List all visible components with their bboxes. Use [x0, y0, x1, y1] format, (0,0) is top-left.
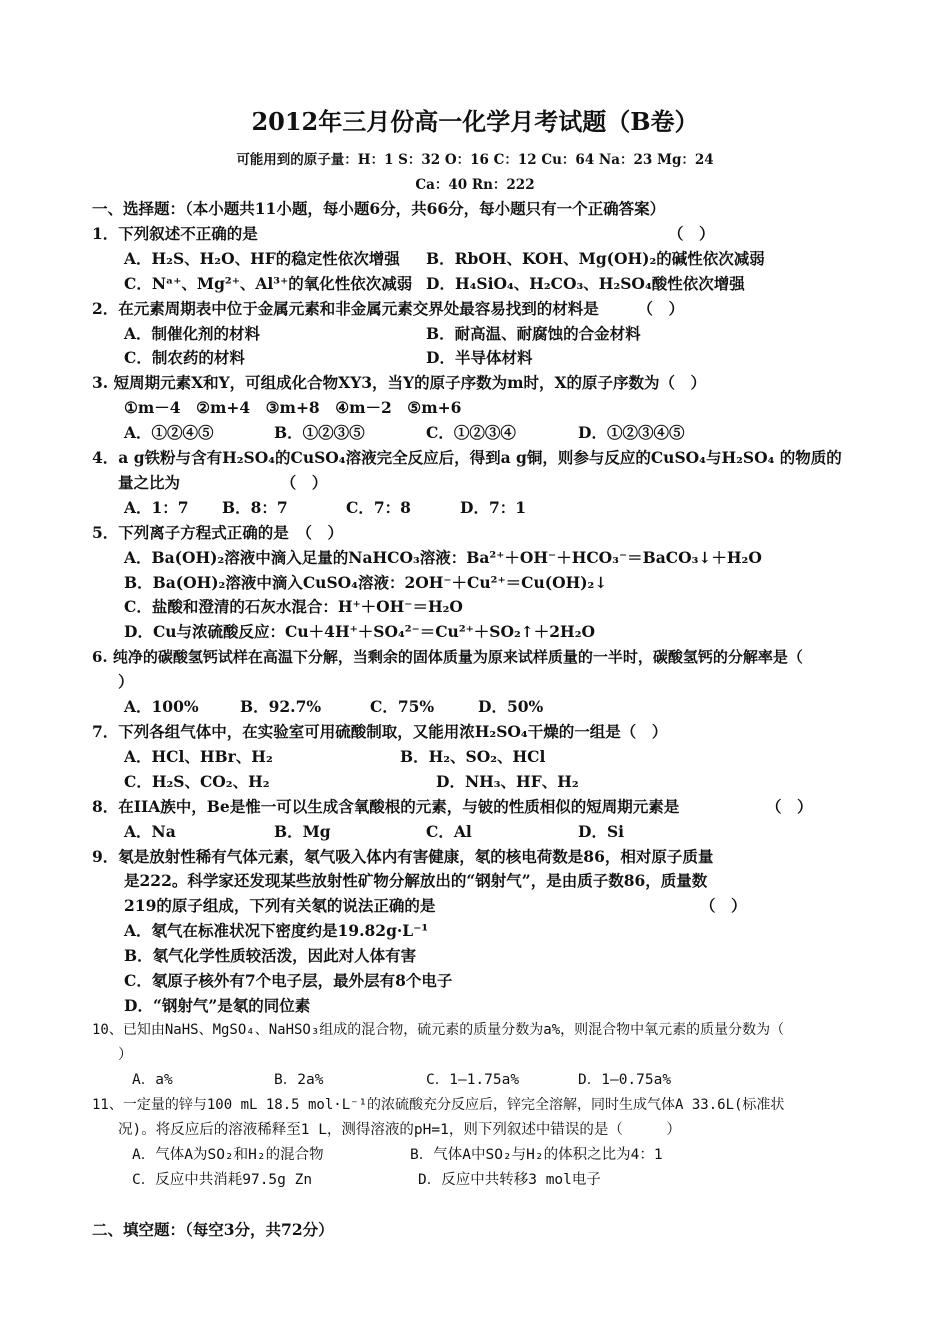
question-2-stem: 2．在元素周期表中位于金属元素和非金属元素交界处最容易找到的材料是 （ ） — [92, 299, 685, 318]
question-2-option-b: B．耐高温、耐腐蚀的合金材料 — [426, 324, 641, 343]
question-3-option-b: B．①②③⑤ — [274, 423, 365, 442]
section-1-heading: 一、选择题：（本小题共11小题，每小题6分，共66分，每小题只有一个正确答案） — [92, 199, 666, 218]
question-3-option-a: A．①②④⑤ — [124, 423, 214, 442]
question-1-option-c: C．Nᵃ⁺、Mg²⁺、Al³⁺的氧化性依次减弱 — [124, 274, 413, 293]
question-11-stem: 11、一定量的锌与100 mL 18.5 mol·L⁻¹的浓硫酸充分反应后，锌完全溶解，同时生成气体A 33.6L(标准状 — [92, 1097, 785, 1113]
question-11-option-c: C．反应中共消耗97.5g Zn — [132, 1172, 313, 1188]
atomic-masses-line-2: Ca：40 Rn：222 — [415, 177, 535, 193]
question-3-stem: 3. 短周期元素X和Y，可组成化合物XY3，当Y的原子序数为m时，X的原子序数为（ ） — [92, 373, 707, 392]
question-10-option-d: D．1—0.75a% — [578, 1072, 672, 1088]
question-6-stem: 6. 纯净的碳酸氢钙试样在高温下分解，当剩余的固体质量为原来试样质量的一半时，碳酸氢钙的分解率是（ — [92, 648, 803, 666]
question-8-option-c: C．Al — [426, 822, 472, 841]
question-3-option-c: C．①②③④ — [426, 423, 516, 442]
question-7-option-a: A．HCl、HBr、H₂ — [124, 747, 273, 766]
question-1-option-a: A．H₂S、H₂O、HF的稳定性依次增强 — [124, 249, 400, 268]
question-9-stem: 9．氡是放射性稀有气体元素，氡气吸入体内有害健康，氡的核电荷数是86，相对原子质量 — [92, 847, 714, 866]
question-7-option-d: D．NH₃、HF、H₂ — [436, 772, 579, 791]
question-6-stem-cont: ） — [118, 672, 134, 691]
question-4-stem: 4．a g铁粉与含有H₂SO₄的CuSO₄溶液完全反应后，得到a g铜，则参与反应的CuSO₄与H₂SO₄ 的物质的 — [92, 448, 842, 467]
question-4-option-c: C．7：8 — [346, 498, 411, 517]
question-1-answer-paren: （ ） — [668, 224, 715, 243]
question-2-option-a: A．制催化剂的材料 — [124, 324, 261, 343]
question-9-option-c: C．氡原子核外有7个电子层，最外层有8个电子 — [124, 971, 453, 990]
question-9-stem-cont: 是222。科学家还发现某些放射性矿物分解放出的“钢射气”，是由质子数86，质量数 — [124, 871, 708, 890]
question-10-stem-cont: ） — [118, 1047, 133, 1063]
question-1-stem: 1．下列叙述不正确的是 — [92, 224, 258, 243]
question-2-option-d: D．半导体材料 — [426, 348, 533, 367]
question-8-stem: 8．在IIA族中，Be是惟一可以生成含氧酸根的元素，与铍的性质相似的短周期元素是 — [92, 797, 680, 816]
question-6-option-d: D．50% — [478, 697, 544, 716]
question-5-option-c: C．盐酸和澄清的石灰水混合：H⁺＋OH⁻＝H₂O — [124, 597, 463, 616]
question-9-option-b: B．氡气化学性质较活泼，因此对人体有害 — [124, 946, 417, 965]
question-4-option-b: B．8：7 — [222, 498, 288, 517]
question-8-option-d: D．Si — [578, 822, 625, 841]
question-4-option-d: D．7：1 — [460, 498, 527, 517]
section-2-heading: 二、填空题：（每空3分，共72分） — [92, 1220, 334, 1239]
question-7-option-b: B．H₂、SO₂、HCl — [400, 747, 546, 766]
question-11-option-a: A．气体A为SO₂和H₂的混合物 — [132, 1147, 324, 1163]
question-10-option-b: B．2a% — [274, 1072, 324, 1088]
question-9-answer-paren: （ ） — [700, 896, 747, 915]
question-10-option-c: C．1—1.75a% — [426, 1072, 520, 1088]
question-3-choices: ①m－4 ②m+4 ③m+8 ④m－2 ⑤m+6 — [124, 398, 462, 417]
question-2-option-c: C．制农药的材料 — [124, 348, 245, 367]
question-1-option-b: B．RbOH、KOH、Mg(OH)₂的碱性依次减弱 — [426, 249, 765, 268]
question-9-option-d: D．“钢射气”是氡的同位素 — [124, 996, 311, 1015]
question-3-option-d: D．①②③④⑤ — [578, 423, 685, 442]
question-4-stem-cont: 量之比为 （ ） — [118, 473, 328, 492]
question-11-option-b: B．气体A中SO₂与H₂的体积之比为4：1 — [410, 1147, 663, 1163]
question-9-stem-cont-2: 219的原子组成，下列有关氡的说法正确的是 — [124, 896, 436, 915]
question-6-option-b: B．92.7% — [240, 697, 322, 716]
question-9-option-a: A．氡气在标准状况下密度约是19.82g·L⁻¹ — [124, 921, 429, 940]
question-8-option-a: A．Na — [124, 822, 176, 841]
question-6-option-a: A．100% — [124, 697, 199, 716]
question-4-option-a: A．1：7 — [124, 498, 189, 517]
question-6-option-c: C．75% — [370, 697, 435, 716]
question-7-option-c: C．H₂S、CO₂、H₂ — [124, 772, 270, 791]
question-5-option-d: D．Cu与浓硫酸反应：Cu＋4H⁺＋SO₄²⁻＝Cu²⁺＋SO₂↑＋2H₂O — [124, 622, 595, 641]
question-8-answer-paren: （ ） — [766, 797, 813, 816]
question-5-stem: 5．下列离子方程式正确的是 （ ） — [92, 523, 344, 542]
question-10-stem: 10、已知由NaHS、MgSO₄、NaHSO₃组成的混合物，硫元素的质量分数为a%，则混合物中氧元素的质量分数为（ — [92, 1022, 785, 1038]
question-11-option-d: D．反应中共转移3 mol电子 — [418, 1172, 601, 1188]
page-title: 2012年三月份高一化学月考试题（B卷） — [251, 107, 699, 136]
question-5-option-b: B．Ba(OH)₂溶液中滴入CuSO₄溶液：2OH⁻＋Cu²⁺＝Cu(OH)₂↓ — [124, 573, 608, 592]
question-7-stem: 7．下列各组气体中，在实验室可用硫酸制取，又能用浓H₂SO₄干燥的一组是（ ） — [92, 722, 668, 741]
atomic-masses-line-1: 可能用到的原子量：H：1 S：32 O：16 C：12 Cu：64 Na：23 Mg：24 — [236, 152, 714, 168]
question-8-option-b: B．Mg — [274, 822, 331, 841]
question-11-stem-cont: 况)。将反应后的溶液稀释至1 L，测得溶液的pH=1，则下列叙述中错误的是（ ） — [118, 1122, 681, 1138]
question-1-option-d: D．H₄SiO₄、H₂CO₃、H₂SO₄酸性依次增强 — [426, 274, 745, 293]
question-10-option-a: A．a% — [132, 1072, 173, 1088]
question-5-option-a: A．Ba(OH)₂溶液中滴入足量的NaHCO₃溶液：Ba²⁺＋OH⁻＋HCO₃⁻＝BaCO₃↓＋H₂O — [124, 548, 762, 567]
